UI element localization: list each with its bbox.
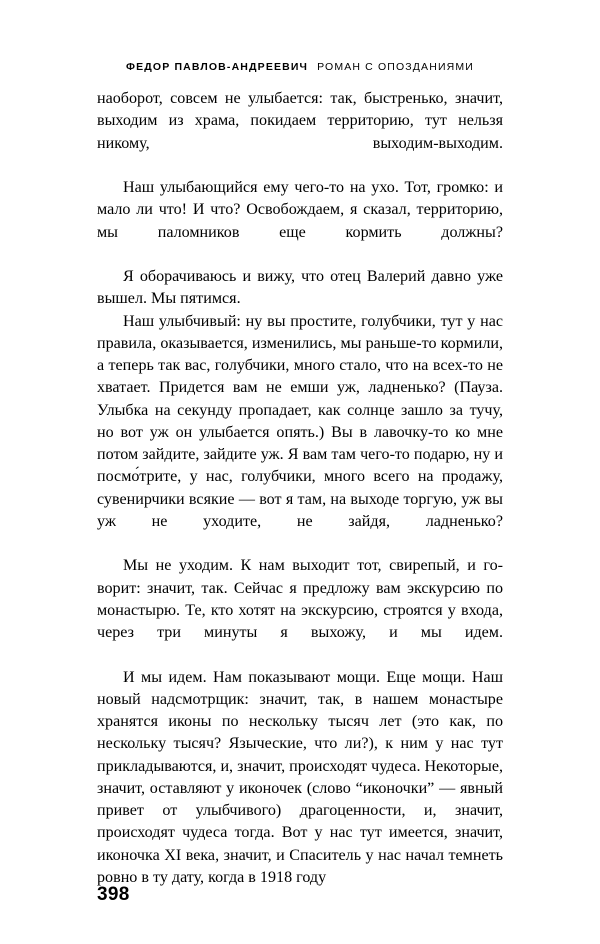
running-head-title: РОМАН С ОПОЗДАНИЯМИ: [317, 61, 474, 73]
paragraph-5: Мы не уходим. К нам выходит тот, свирепый, и говорит: значит, так. Сейчас я предложу вам экскурсию по монастырю. Те, кто хотят на экскурсию, строятся у входа, через три минуты я выхожу, и мы идем.: [97, 557, 503, 641]
running-head: [0, 58, 600, 74]
paragraph-3: Я оборачиваюсь и вижу, что отец Валерий давно уже вышел. Мы пятимся.: [97, 268, 503, 308]
paragraph-1: наоборот, совсем не улыбается: так, быстренько, значит, выходим из храма, покидаем территорию, тут нельзя никому, выходим-выходим.: [97, 90, 503, 152]
page-number: 398: [97, 884, 130, 905]
running-head-author: ФЕДОР ПАВЛОВ-АНДРЕЕВИЧ: [126, 61, 309, 73]
paragraph-4: Наш улыбчивый: ну вы простите, голубчики, тут у нас правила, оказывается, изменились, мы раньше-то кормили, а теперь так вас, голубчики, много стало, что на всех-то не хватает. Придется вам не емши уж, ладненько? (Пауза. Улыбка на секунду пропадает, как солнце зашло за тучу, но вот уж он улыбается опять.) Вы в лавочку-то ко мне потом зайдите, зайдите уж. Я вам там чего-то подарю, ну и посмо́трите, у нас, голубчики, много всего на продажу, сувенирчики всякие — вот я там, на выходе торгую, уж вы уж не уходите, не зайдя, ладненько?: [97, 312, 503, 530]
paragraph-6: И мы идем. Нам показывают мощи. Еще мощи. Наш новый надсмотрщик: значит, так, в нашем монастыре хранятся иконы по нескольку тысяч лет (это как, по нескольку тысяч? Языческие, что ли?), к ним у нас тут прикладываются, и, значит, происходят чудеса. Некоторые, значит, оставляют у иконочек (слово “иконочки” — явный привет от улыбчивого) драгоценности, и, значит, происходят чудеса тогда. Вот у нас тут имеется, значит, иконочка XI века, значит, и Спаситель у нас начал темнеть ровно в ту дату, когда в 1918 году: [97, 668, 503, 886]
paragraph-2: Наш улыбающийся ему чего-то на ухо. Тот, громко: и мало ли что! И что? Освобождаем, я сказал, территорию, мы паломников еще кормить должны?: [97, 179, 503, 241]
body-text-block: [97, 88, 503, 889]
